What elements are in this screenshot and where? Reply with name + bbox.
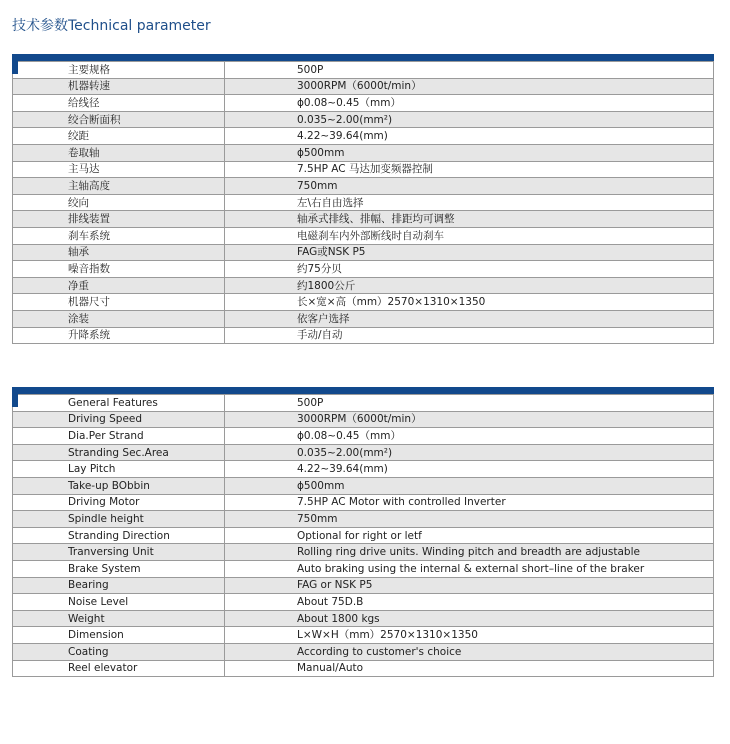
section-header-tab	[12, 54, 18, 74]
spec-label: 机器转速	[13, 78, 225, 95]
table-row	[13, 560, 714, 577]
page-title: 技术参数Technical parameter	[12, 18, 211, 34]
spec-value: 500P	[225, 395, 714, 412]
table-row	[13, 594, 714, 611]
table-row	[13, 610, 714, 627]
spec-value: 约75分贝	[225, 261, 714, 278]
table-row	[13, 461, 714, 478]
spec-label: Take-up BObbin	[13, 477, 225, 494]
spec-label: Spindle height	[13, 511, 225, 528]
table-row	[13, 194, 714, 211]
spec-value: Optional for right or letf	[225, 527, 714, 544]
table-row	[13, 444, 714, 461]
spec-label: Reel elevator	[13, 660, 225, 677]
spec-label: 主轴高度	[13, 178, 225, 195]
spec-label: 排线装置	[13, 211, 225, 228]
table-row	[13, 327, 714, 344]
spec-label: Lay Pitch	[13, 461, 225, 478]
chinese-spec-table	[12, 61, 714, 344]
spec-label: 绞合断面积	[13, 111, 225, 128]
spec-label: General Features	[13, 395, 225, 412]
chinese-spec-section	[12, 54, 714, 344]
section-header-tab	[12, 387, 18, 407]
spec-label: Tranversing Unit	[13, 544, 225, 561]
spec-label: Weight	[13, 610, 225, 627]
spec-label: Stranding Direction	[13, 527, 225, 544]
table-row	[13, 78, 714, 95]
spec-value: 0.035~2.00(mm²)	[225, 111, 714, 128]
spec-label: Stranding Sec.Area	[13, 444, 225, 461]
spec-value: 500P	[225, 62, 714, 79]
spec-label: 升降系统	[13, 327, 225, 344]
table-row	[13, 211, 714, 228]
table-row	[13, 395, 714, 412]
table-row	[13, 494, 714, 511]
english-spec-table	[12, 394, 714, 677]
spec-label: Dimension	[13, 627, 225, 644]
spec-label: Bearing	[13, 577, 225, 594]
spec-label: Brake System	[13, 560, 225, 577]
spec-value: 左\右自由选择	[225, 194, 714, 211]
table-row	[13, 511, 714, 528]
spec-label: 绞向	[13, 194, 225, 211]
spec-label: 主要规格	[13, 62, 225, 79]
table-row	[13, 277, 714, 294]
spec-value: Rolling ring drive units. Winding pitch and breadth are adjustable	[225, 544, 714, 561]
table-row	[13, 527, 714, 544]
spec-label: 净重	[13, 277, 225, 294]
spec-label: Noise Level	[13, 594, 225, 611]
table-row	[13, 261, 714, 278]
spec-value: 3000RPM（6000t/min）	[225, 78, 714, 95]
spec-value: 依客户选择	[225, 310, 714, 327]
table-row	[13, 643, 714, 660]
spec-label: 绞距	[13, 128, 225, 145]
spec-value: 750mm	[225, 511, 714, 528]
spec-label: 主马达	[13, 161, 225, 178]
spec-value: 长×宽×高（mm）2570×1310×1350	[225, 294, 714, 311]
spec-label: Coating	[13, 643, 225, 660]
spec-value: About 75D.B	[225, 594, 714, 611]
spec-value: 轴承式排线、排幅、排距均可调整	[225, 211, 714, 228]
spec-value: 约1800公斤	[225, 277, 714, 294]
table-row	[13, 111, 714, 128]
spec-value: L×W×H（mm）2570×1310×1350	[225, 627, 714, 644]
spec-label: 噪音指数	[13, 261, 225, 278]
section-header-bar	[12, 387, 714, 394]
table-row	[13, 411, 714, 428]
spec-label: 轴承	[13, 244, 225, 261]
table-row	[13, 178, 714, 195]
spec-label: 卷取轴	[13, 144, 225, 161]
spec-value: 电磁刹车内外部断线时自动刹车	[225, 227, 714, 244]
spec-value: 4.22~39.64(mm)	[225, 128, 714, 145]
spec-value: ϕ500mm	[225, 477, 714, 494]
spec-label: 刹车系统	[13, 227, 225, 244]
table-row	[13, 62, 714, 79]
table-row	[13, 660, 714, 677]
spec-value: 4.22~39.64(mm)	[225, 461, 714, 478]
table-row	[13, 244, 714, 261]
spec-value: ϕ500mm	[225, 144, 714, 161]
spec-label: 给线径	[13, 95, 225, 112]
spec-label: Driving Speed	[13, 411, 225, 428]
spec-value: Manual/Auto	[225, 660, 714, 677]
spec-value: 750mm	[225, 178, 714, 195]
table-row	[13, 577, 714, 594]
table-row	[13, 144, 714, 161]
english-spec-section	[12, 387, 714, 677]
table-row	[13, 95, 714, 112]
spec-value: 7.5HP AC Motor with controlled Inverter	[225, 494, 714, 511]
table-row	[13, 477, 714, 494]
table-row	[13, 544, 714, 561]
spec-value: According to customer's choice	[225, 643, 714, 660]
table-row	[13, 128, 714, 145]
spec-value: ϕ0.08~0.45（mm）	[225, 95, 714, 112]
table-row	[13, 310, 714, 327]
spec-label: Driving Motor	[13, 494, 225, 511]
spec-value: About 1800 kgs	[225, 610, 714, 627]
table-row	[13, 161, 714, 178]
spec-label: Dia.Per Strand	[13, 428, 225, 445]
spec-label: 机器尺寸	[13, 294, 225, 311]
spec-value: 3000RPM（6000t/min）	[225, 411, 714, 428]
spec-value: 7.5HP AC 马达加变频器控制	[225, 161, 714, 178]
table-row	[13, 428, 714, 445]
spec-value: ϕ0.08~0.45（mm）	[225, 428, 714, 445]
spec-value: FAG or NSK P5	[225, 577, 714, 594]
table-row	[13, 227, 714, 244]
spec-value: 0.035~2.00(mm²)	[225, 444, 714, 461]
spec-label: 涂装	[13, 310, 225, 327]
spec-value: FAG或NSK P5	[225, 244, 714, 261]
section-header-bar	[12, 54, 714, 61]
table-row	[13, 294, 714, 311]
spec-value: 手动/自动	[225, 327, 714, 344]
table-row	[13, 627, 714, 644]
spec-value: Auto braking using the internal & external short–line of the braker	[225, 560, 714, 577]
